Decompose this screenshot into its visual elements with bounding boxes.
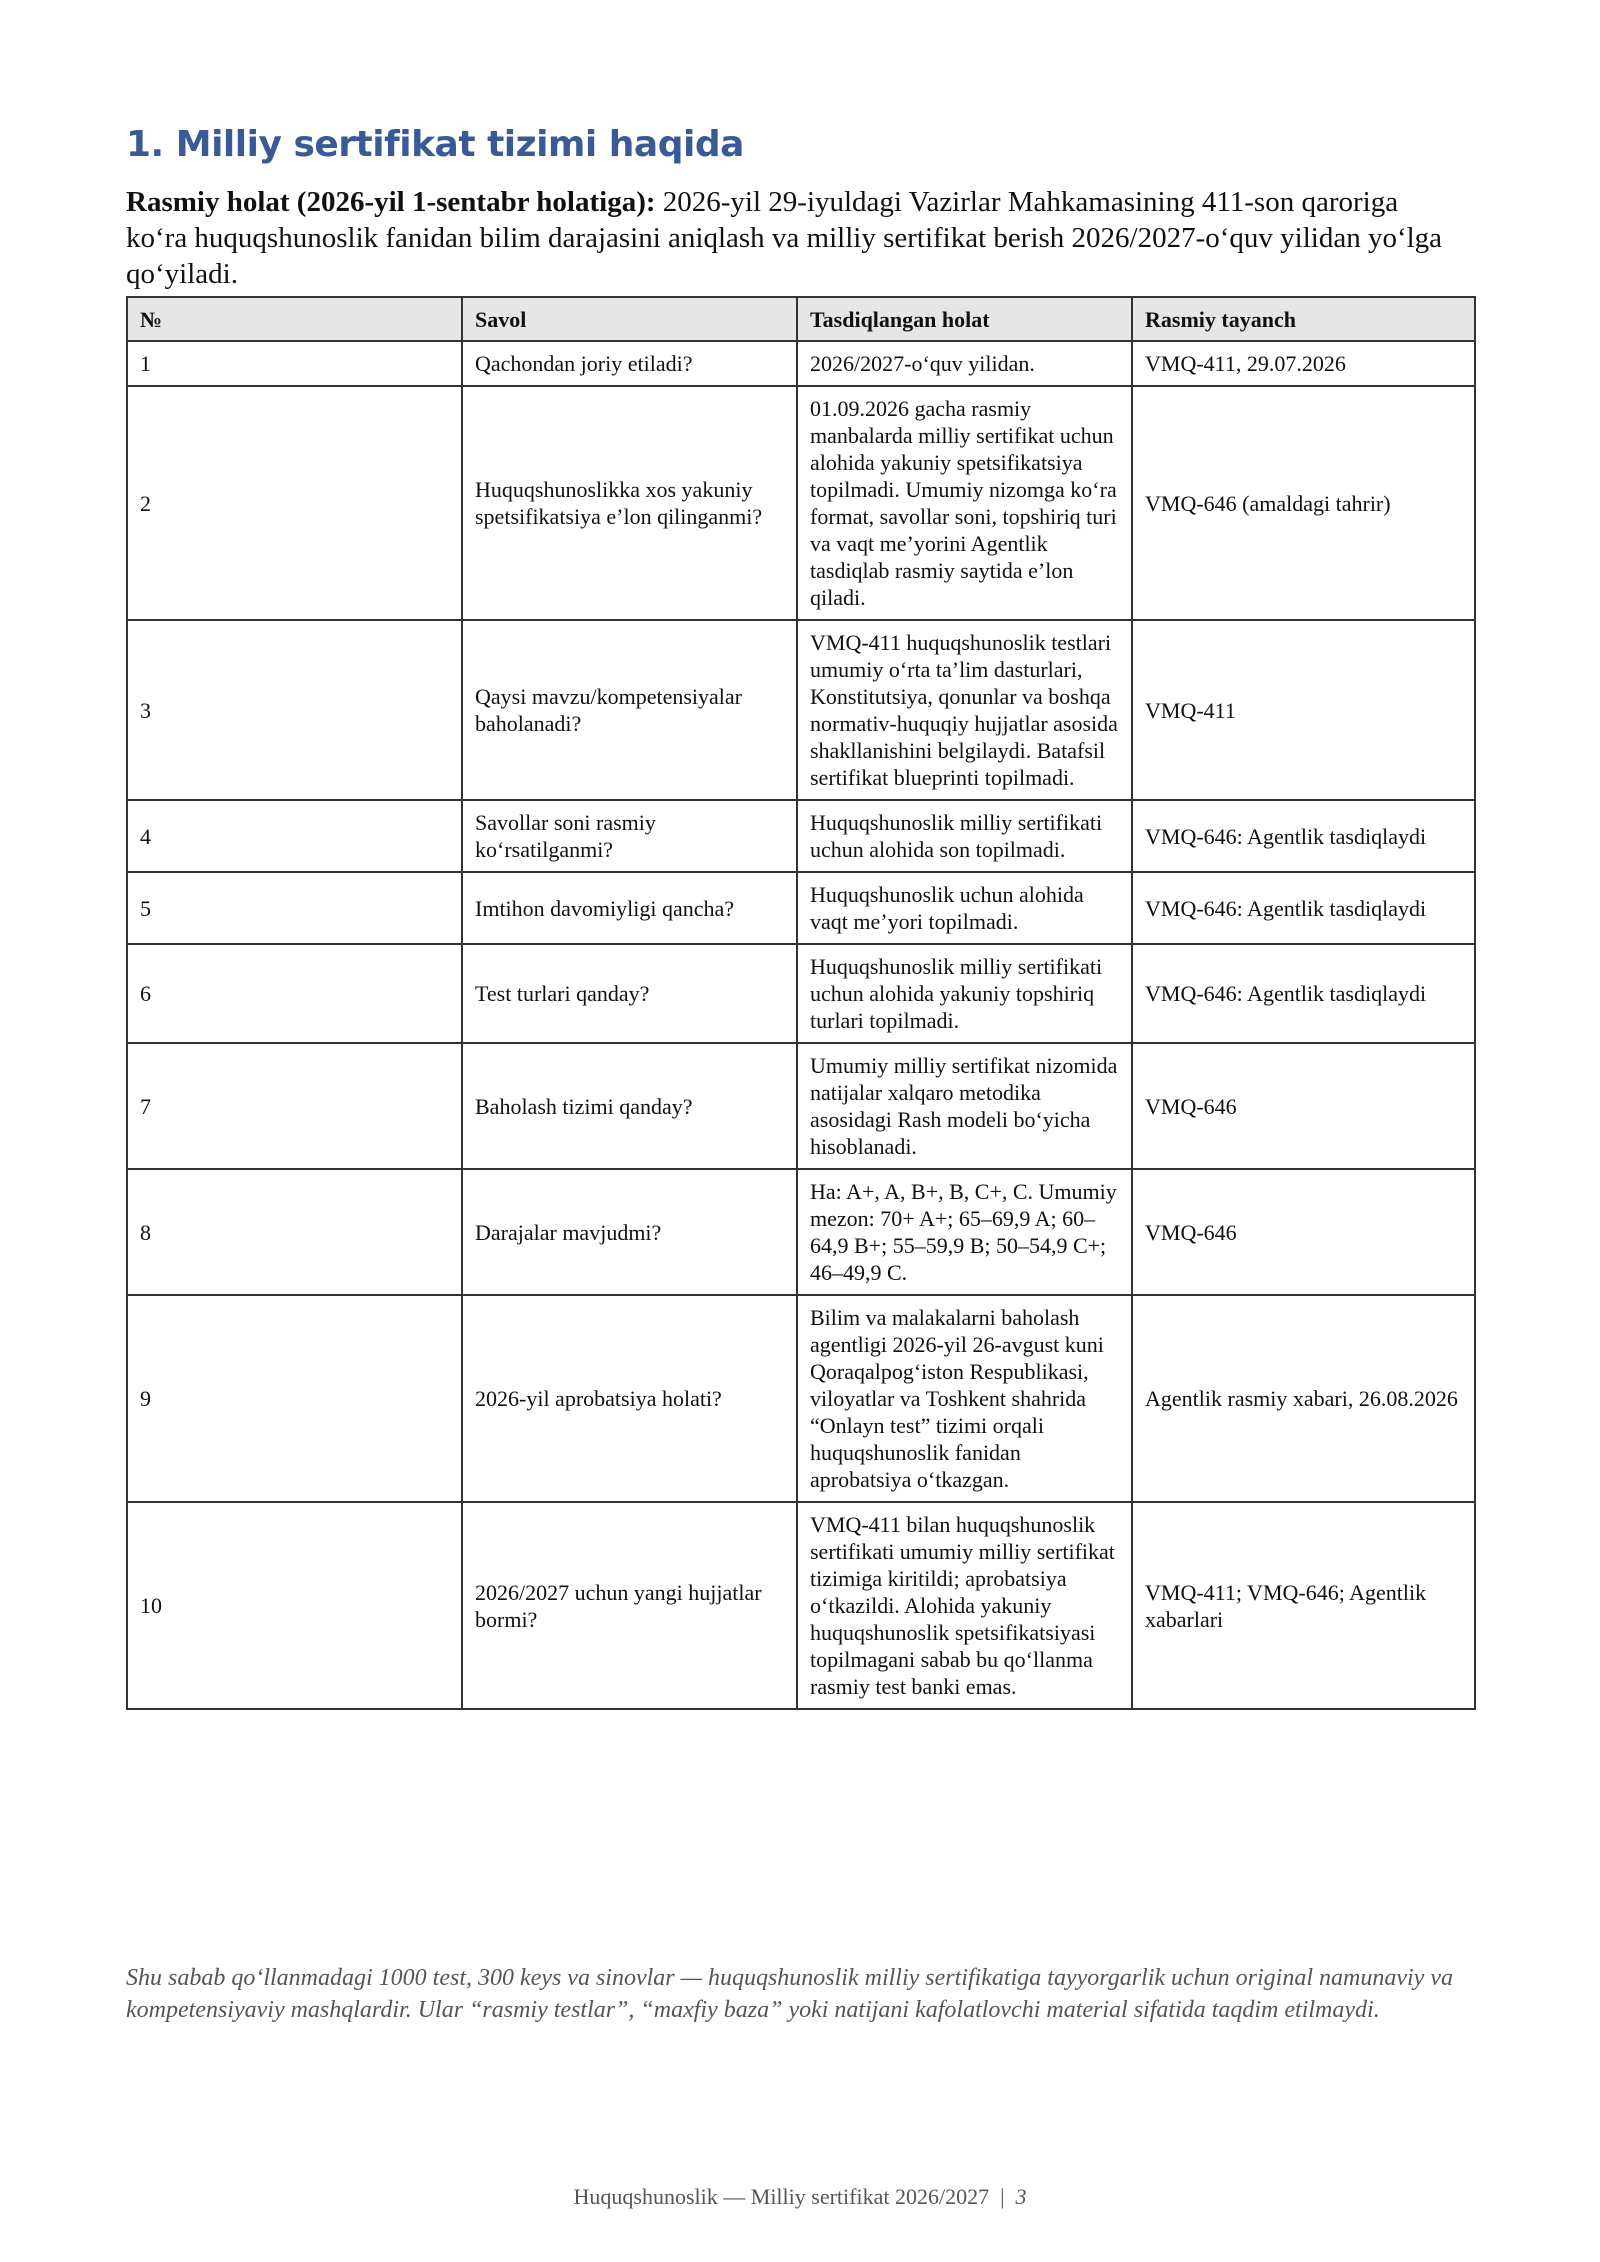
row-source: VMQ-646: Agentlik tasdiqlaydi [1132,872,1475,944]
certificate-table [126,296,1476,1710]
row-question: Qachondan joriy etiladi? [462,341,797,386]
header-question: Savol [462,297,797,341]
table-row [127,1502,1475,1709]
row-source: VMQ-646: Agentlik tasdiqlaydi [1132,800,1475,872]
row-number: 9 [127,1295,462,1502]
table-row [127,944,1475,1043]
header-source: Rasmiy tayanch [1132,297,1475,341]
header-status: Tasdiqlangan holat [797,297,1132,341]
row-number: 4 [127,800,462,872]
row-source: Agentlik rasmiy xabari, 26.08.2026 [1132,1295,1475,1502]
row-question: Huquqshunoslikka xos yakuniy spetsifikatsiya e’lon qilinganmi? [462,386,797,620]
row-status: Umumiy milliy sertifikat nizomida natijalar xalqaro metodika asosidagi Rash modeli bo‘yicha hisoblanadi. [797,1043,1132,1169]
table-row [127,1043,1475,1169]
table-row [127,872,1475,944]
row-question: Qaysi mavzu/kompetensiyalar baholanadi? [462,620,797,800]
row-source: VMQ-646 [1132,1169,1475,1295]
row-number: 1 [127,341,462,386]
table-row [127,620,1475,800]
row-question: Savollar soni rasmiy ko‘rsatilganmi? [462,800,797,872]
row-question: 2026-yil aprobatsiya holati? [462,1295,797,1502]
row-question: Baholash tizimi qanday? [462,1043,797,1169]
row-source: VMQ-411; VMQ-646; Agentlik xabarlari [1132,1502,1475,1709]
page-footer [0,2184,1600,2210]
row-question: Darajalar mavjudmi? [462,1169,797,1295]
row-number: 3 [127,620,462,800]
table-row [127,1169,1475,1295]
row-number: 5 [127,872,462,944]
row-question: Imtihon davomiyligi qancha? [462,872,797,944]
intro-paragraph [126,184,1466,292]
row-status: Huquqshunoslik milliy sertifikati uchun alohida son topilmadi. [797,800,1132,872]
header-number: № [127,297,462,341]
row-status: Bilim va malakalarni baholash agentligi 2026-yil 26-avgust kuni Qoraqalpog‘iston Respublikasi, viloyatlar va Toshkent shahrida “Onlayn test” tizimi orqali huquqshunoslik fanidan aprobatsiya o‘tkazgan. [797,1295,1132,1502]
row-source: VMQ-411 [1132,620,1475,800]
row-status: Huquqshunoslik milliy sertifikati uchun alohida yakuniy topshiriq turlari topilmadi. [797,944,1132,1043]
row-source: VMQ-646 [1132,1043,1475,1169]
row-number: 6 [127,944,462,1043]
row-status: 2026/2027-o‘quv yilidan. [797,341,1132,386]
table-row [127,341,1475,386]
row-number: 2 [127,386,462,620]
row-status: VMQ-411 bilan huquqshunoslik sertifikati umumiy milliy sertifikat tizimiga kiritildi; aprobatsiya o‘tkazildi. Alohida yakuniy huquqshunoslik spetsifikatsiyasi topilmagani sabab bu qo‘llanma rasmiy test banki emas. [797,1502,1132,1709]
intro-text: 2026-yil 29-iyuldagi Vazirlar Mahkamasining 411-son qaroriga ko‘ra huquqshunoslik fanidan bilim darajasini aniqlash va milliy sertifikat berish 2026/2027-o‘quv yilidan yo‘lga qo‘yiladi. [126,186,1443,290]
table-row [127,1295,1475,1502]
intro-label: Rasmiy holat (2026-yil 1-sentabr holatiga): [126,186,656,218]
row-question: 2026/2027 uchun yangi hujjatlar bormi? [462,1502,797,1709]
row-status: Ha: A+, A, B+, B, C+, C. Umumiy mezon: 70+ A+; 65–69,9 A; 60–64,9 B+; 55–59,9 B; 50–54,9 C+; 46–49,9 C. [797,1169,1132,1295]
row-status: Huquqshunoslik uchun alohida vaqt me’yori topilmadi. [797,872,1132,944]
disclaimer-note: Shu sabab qo‘llanmadagi 1000 test, 300 keys va sinovlar — huquqshunoslik milliy sertifikatiga tayyorgarlik uchun original namunaviy va kompetensiyaviy mashqlardir. Ular “rasmiy testlar”, “maxfiy baza” yoki natijani kafolatlovchi material sifatida taqdim etilmaydi. [126,1965,1453,2023]
row-source: VMQ-646: Agentlik tasdiqlaydi [1132,944,1475,1043]
table-row [127,386,1475,620]
row-number: 7 [127,1043,462,1169]
table-header-row [127,297,1475,341]
row-number: 10 [127,1502,462,1709]
row-question: Test turlari qanday? [462,944,797,1043]
footer-separator: | [1000,2184,1005,2209]
footer-text: Huquqshunoslik — Milliy sertifikat 2026/2027 [573,2184,990,2209]
row-status: 01.09.2026 gacha rasmiy manbalarda milliy sertifikat uchun alohida yakuniy spetsifikatsiya topilmadi. Umumiy nizomga ko‘ra format, savollar soni, topshiriq turi va vaqt me’yorini Agentlik tasdiqlab rasmiy saytida e’lon qiladi. [797,386,1132,620]
row-source: VMQ-646 (amaldagi tahrir) [1132,386,1475,620]
row-source: VMQ-411, 29.07.2026 [1132,341,1475,386]
row-number: 8 [127,1169,462,1295]
row-status: VMQ-411 huquqshunoslik testlari umumiy o‘rta ta’lim dasturlari, Konstitutsiya, qonunlar va boshqa normativ-huquqiy hujjatlar asosida shakllanishini belgilaydi. Batafsil sertifikat blueprinti topilmadi. [797,620,1132,800]
page-number: 3 [1015,2184,1027,2209]
section-title: 1. Milliy sertifikat tizimi haqida [126,124,744,165]
table-row [127,800,1475,872]
